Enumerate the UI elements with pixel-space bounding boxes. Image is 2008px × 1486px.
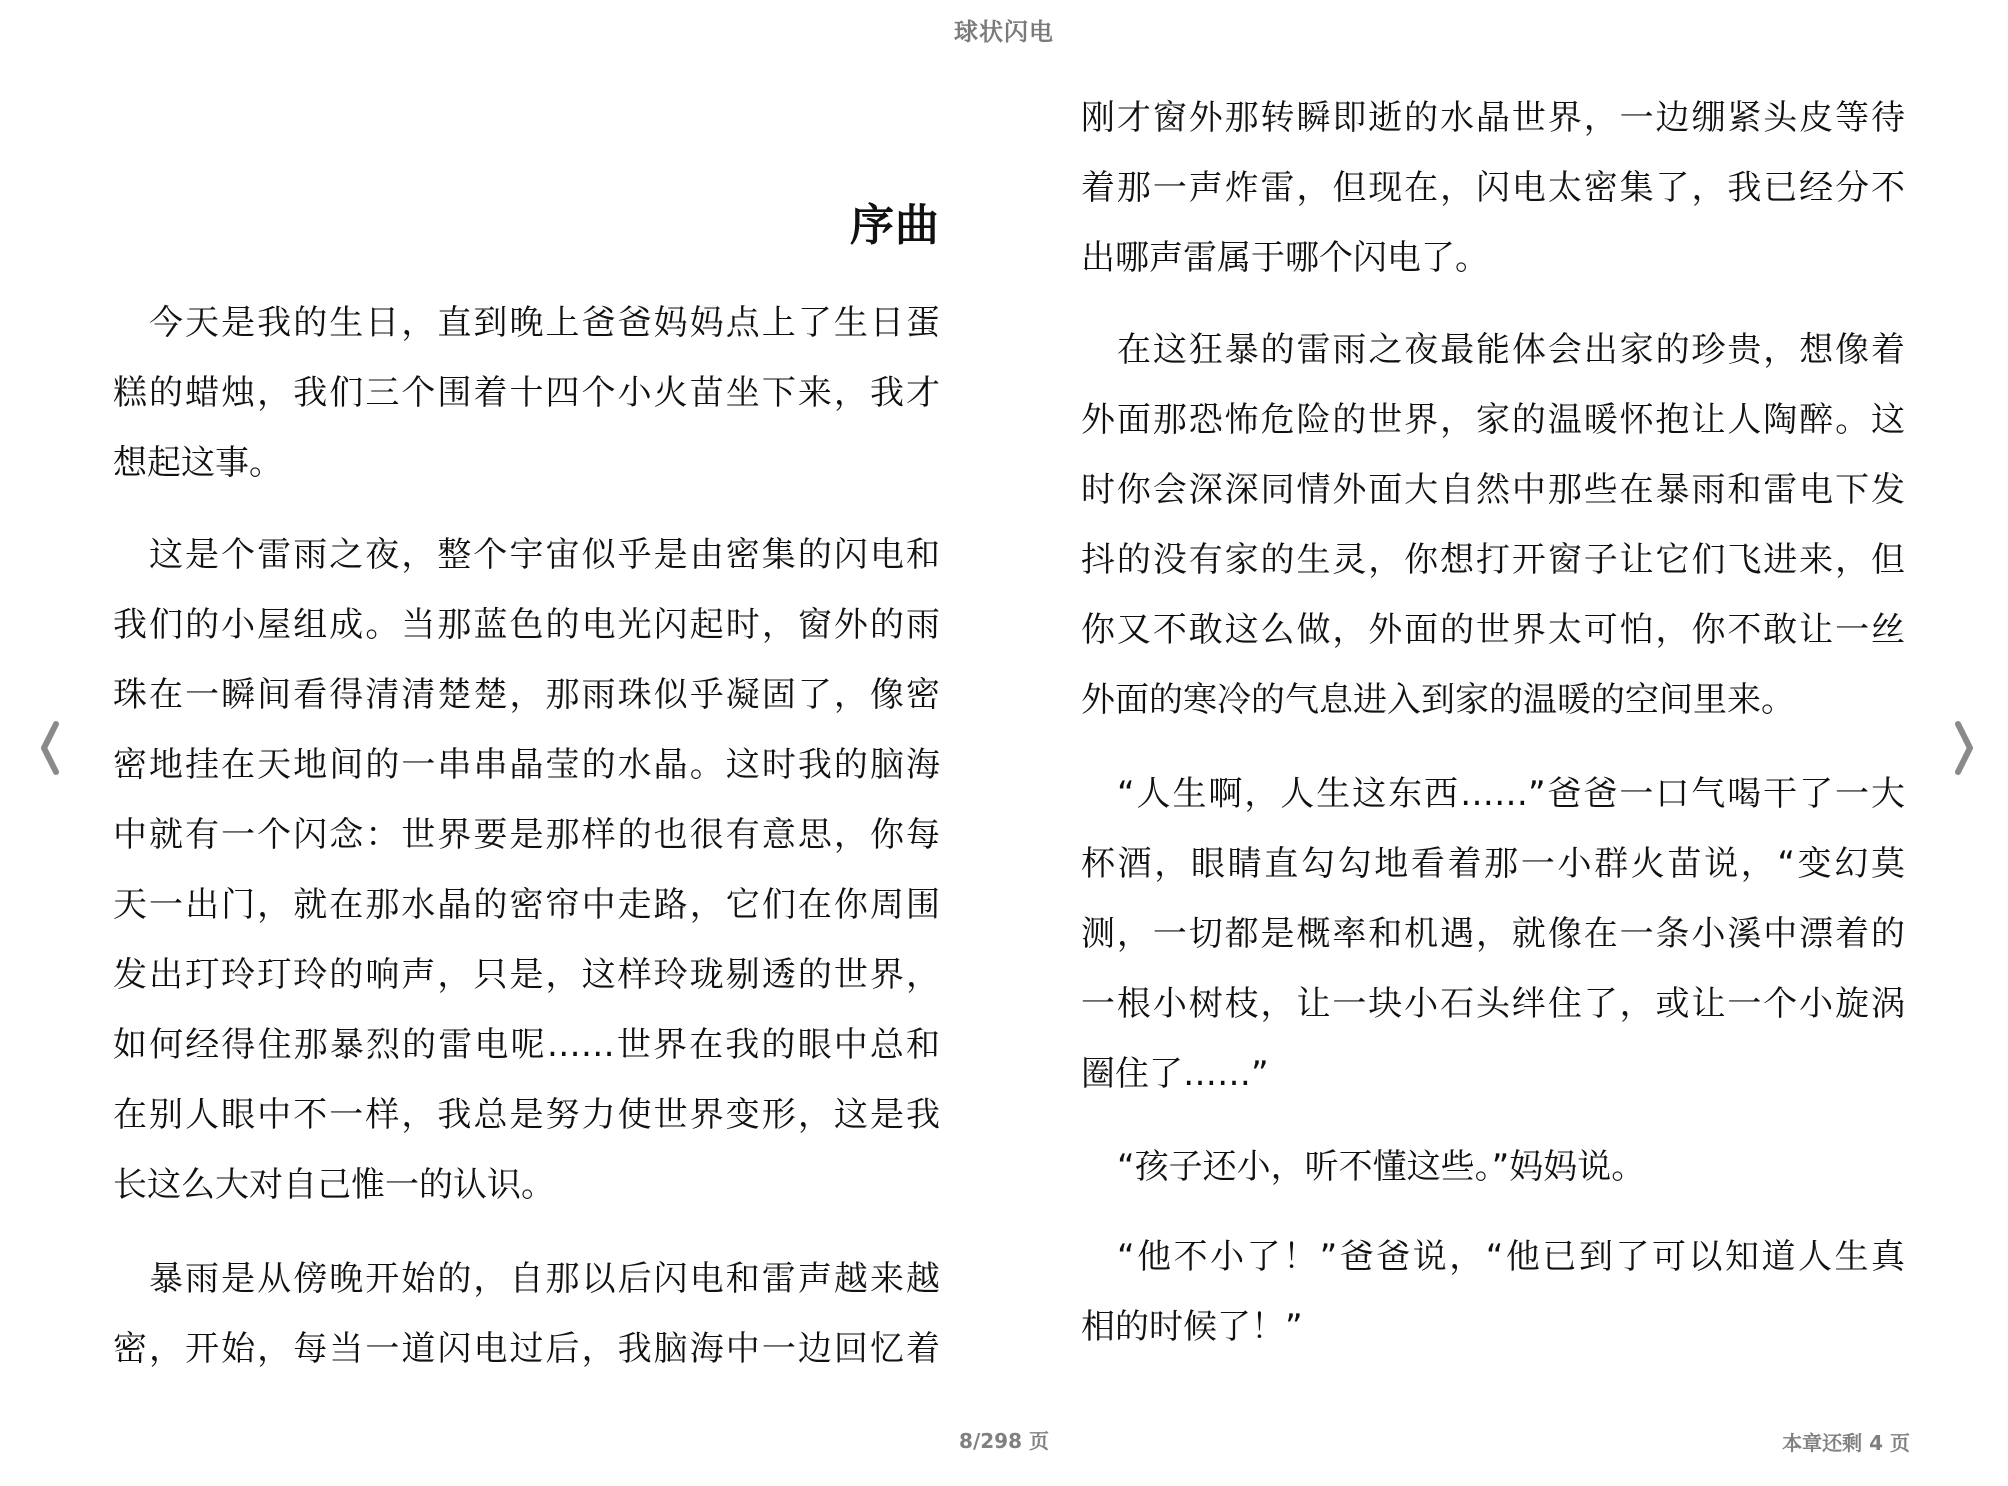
text-line: 你又不敢这么做，外面的世界太可怕，你不敢让一丝: [1081, 610, 1905, 650]
text-line: “他不小了！”爸爸说，“他已到了可以知道人生真: [1117, 1237, 1905, 1277]
text-line: 时你会深深同情外面大自然中那些在暴雨和雷电下发: [1081, 470, 1905, 510]
text-line: 杯酒，眼睛直勾勾地看着那一小群火苗说，“变幻莫: [1081, 844, 1905, 884]
text-line: 外面那恐怖危险的世界，家的温暖怀抱让人陶醉。这: [1081, 400, 1905, 440]
page-indicator: 8/298 页: [959, 1429, 1049, 1453]
chapter-remaining-pages: 本章还剩 4 页: [1782, 1431, 1910, 1455]
text-line: 今天是我的生日，直到晚上爸爸妈妈点上了生日蛋: [149, 303, 940, 343]
chapter-title: 序曲: [850, 200, 940, 251]
text-line: 我们的小屋组成。当那蓝色的电光闪起时，窗外的雨: [113, 605, 940, 645]
text-line: 天一出门，就在那水晶的密帘中走路，它们在你周围: [113, 885, 940, 925]
text-line: 抖的没有家的生灵，你想打开窗子让它们飞进来，但: [1081, 540, 1905, 580]
text-line: 外面的寒冷的气息进入到家的温暖的空间里来。: [1081, 680, 1795, 720]
text-line: 珠在一瞬间看得清清楚楚，那雨珠似乎凝固了，像密: [113, 675, 940, 715]
text-line: 在这狂暴的雷雨之夜最能体会出家的珍贵，想像着: [1117, 330, 1905, 370]
text-line: 长这么大对自己惟一的认识。: [113, 1165, 555, 1205]
next-page-button[interactable]: [1944, 716, 1984, 780]
text-line: 圈住了……”: [1081, 1054, 1269, 1094]
text-line: 相的时候了！”: [1081, 1307, 1303, 1347]
text-line: 刚才窗外那转瞬即逝的水晶世界，一边绷紧头皮等待: [1081, 98, 1905, 138]
text-line: 糕的蜡烛，我们三个围着十四个小火苗坐下来，我才: [113, 373, 940, 413]
text-line: 发出玎玲玎玲的响声，只是，这样玲珑剔透的世界，: [113, 955, 940, 995]
book-title: 球状闪电: [954, 18, 1054, 46]
text-line: 这是个雷雨之夜，整个宇宙似乎是由密集的闪电和: [149, 535, 940, 575]
text-line: 密地挂在天地间的一串串晶莹的水晶。这时我的脑海: [113, 745, 940, 785]
text-line: 在别人眼中不一样，我总是努力使世界变形，这是我: [113, 1095, 940, 1135]
text-line: 一根小树枝，让一块小石头绊住了，或让一个小旋涡: [1081, 984, 1905, 1024]
text-line: 测，一切都是概率和机遇，就像在一条小溪中漂着的: [1081, 914, 1905, 954]
text-line: 中就有一个闪念：世界要是那样的也很有意思，你每: [113, 815, 940, 855]
text-line: 着那一声炸雷，但现在，闪电太密集了，我已经分不: [1081, 168, 1905, 208]
text-line: 暴雨是从傍晚开始的，自那以后闪电和雷声越来越: [149, 1259, 940, 1299]
chevron-right-icon: [1944, 716, 1984, 780]
text-line: “人生啊，人生这东西……”爸爸一口气喝干了一大: [1117, 774, 1905, 814]
text-line: 如何经得住那暴烈的雷电呢……世界在我的眼中总和: [113, 1025, 940, 1065]
chevron-left-icon: [30, 716, 70, 780]
text-line: 密，开始，每当一道闪电过后，我脑海中一边回忆着: [113, 1329, 940, 1369]
text-line: 想起这事。: [113, 443, 283, 483]
text-line: “孩子还小，听不懂这些。”妈妈说。: [1117, 1147, 1646, 1187]
previous-page-button[interactable]: [30, 716, 70, 780]
text-line: 出哪声雷属于哪个闪电了。: [1081, 238, 1489, 278]
